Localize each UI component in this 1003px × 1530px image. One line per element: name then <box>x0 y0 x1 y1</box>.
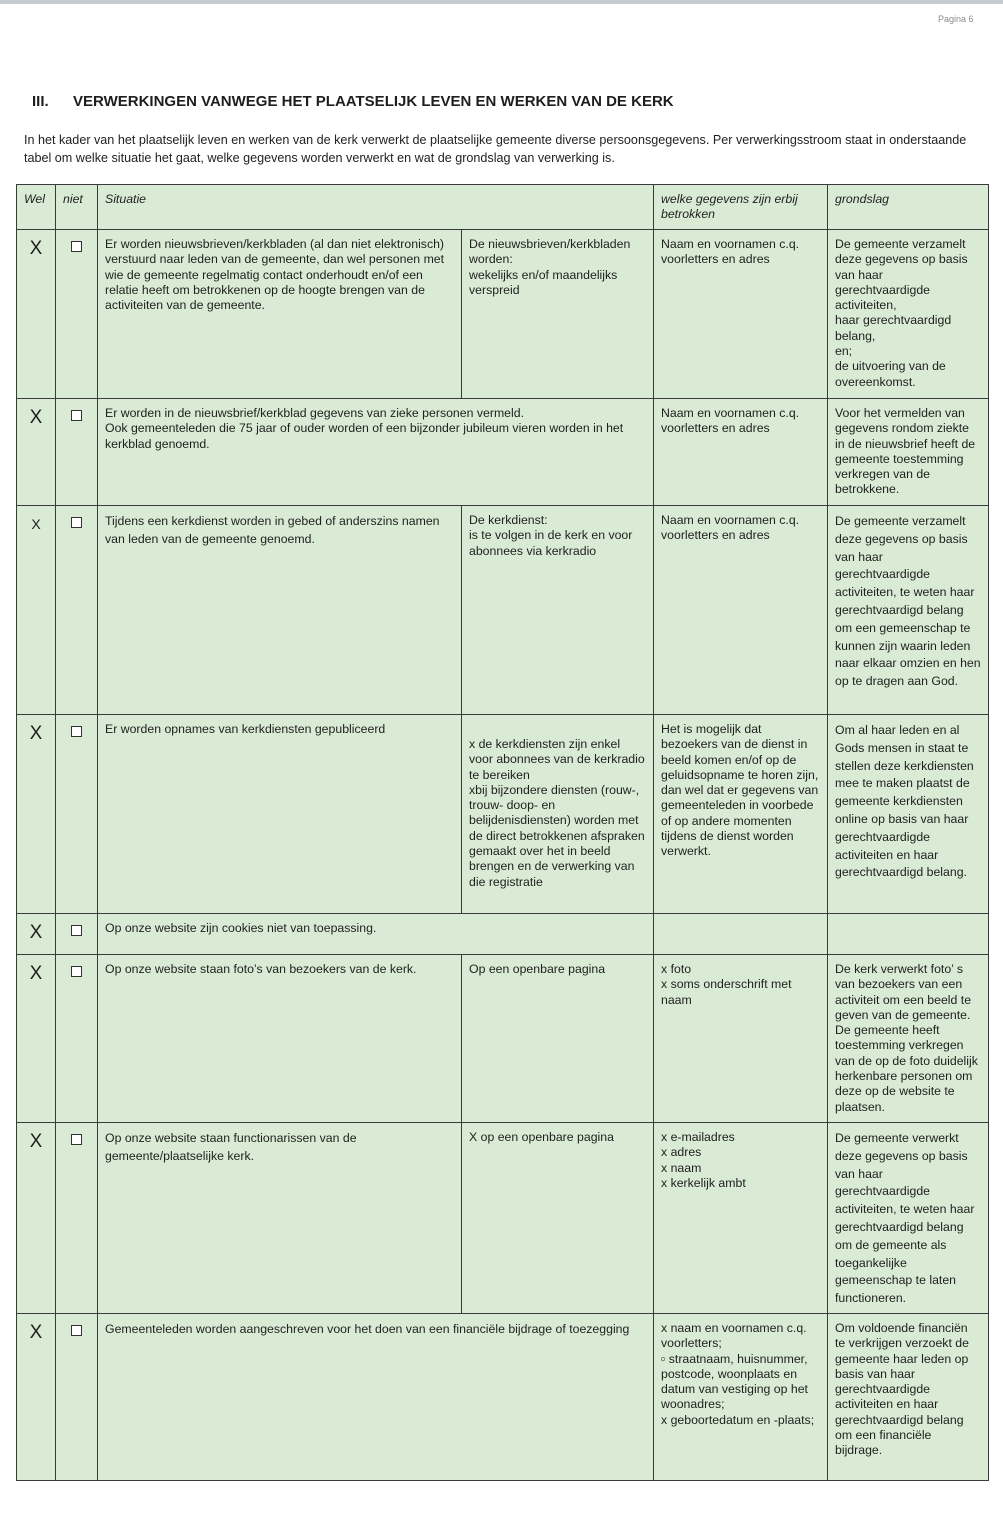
situatie-cell: Er worden nieuwsbrieven/kerkbladen (al dan niet elektronisch) verstuurd naar leden van de gemeente, dan wel personen met wie de gemeente regelmatig contact onderhoudt en/of een relatie heeft om betrokkenen op de hoogte brengen van de activiteiten van de gemeente. <box>98 230 462 399</box>
top-border <box>0 0 1003 4</box>
niet-checkbox[interactable] <box>71 1325 82 1336</box>
niet-checkbox[interactable] <box>71 966 82 977</box>
grondslag-cell: De kerk verwerkt foto’ s van bezoekers van een activiteit om een beeld te geven van de gemeente. De gemeente heeft toestemming verkregen van de op de foto duidelijk herkenbare personen om deze op de website te plaatsen. <box>828 955 989 1123</box>
niet-checkbox[interactable] <box>71 925 82 936</box>
table-row <box>17 1123 989 1314</box>
table-row <box>17 955 989 1123</box>
section-intro: In het kader van het plaatselijk leven en werken van de kerk verwerkt de plaatselijke gemeente diverse persoonsgegevens. Per verwerkingsstroom staat in onderstaande tabel om welke situatie het gaat, welke gegevens worden verwerkt en wat de grondslag van verwerking is. <box>24 133 967 165</box>
grondslag-cell: De gemeente verwerkt deze gegevens op basis van haar gerechtvaardigde activiteiten, te weten haar gerechtvaardigd belang om de gemeente als toegankelijke gemeenschap te laten functioneren. <box>828 1123 989 1314</box>
grondslag-cell: De gemeente verzamelt deze gegevens op basis van haar gerechtvaardigde activiteiten, haar gerechtvaardigd belang, en; de uitvoering van de overeenkomst. <box>828 230 989 399</box>
situatie-detail-cell: De kerkdienst: is te volgen in de kerk en voor abonnees via kerkradio <box>462 506 654 715</box>
section-title: VERWERKINGEN VANWEGE HET PLAATSELIJK LEVEN EN WERKEN VAN DE KERK <box>73 93 674 110</box>
header-gegevens: welke gegevens zijn erbij betrokken <box>654 185 828 230</box>
gegevens-cell: Naam en voornamen c.q. voorletters en adres <box>654 506 828 715</box>
niet-cell <box>56 1314 98 1481</box>
niet-checkbox[interactable] <box>71 517 82 528</box>
niet-cell <box>56 955 98 1123</box>
situatie-detail-cell: Op een openbare pagina <box>462 955 654 1123</box>
gegevens-cell: Het is mogelijk dat bezoekers van de dienst in beeld komen en/of op de geluidsopname te horen zijn, dan wel dat er gegevens van gemeenteleden in voorbede of op andere momenten tijdens de dienst worden verwerkt. <box>654 715 828 914</box>
gegevens-cell: x e-mailadres x adres x naam x kerkelijk ambt <box>654 1123 828 1314</box>
wel-mark: X <box>17 399 56 506</box>
grondslag-cell: Om voldoende financiën te verkrijgen verzoekt de gemeente haar leden op basis van haar gerechtvaardigde activiteiten en haar gerechtvaardigd belang om een financiële bijdrage. <box>828 1314 989 1481</box>
section-heading <box>32 93 674 110</box>
table-row <box>17 506 989 715</box>
gegevens-cell: x naam en voornamen c.q. voorletters; ▫ straatnaam, huisnummer, postcode, woonplaats en datum van vestiging op het woonadres; x geboortedatum en -plaats; <box>654 1314 828 1481</box>
table-row <box>17 715 989 914</box>
gegevens-cell: x foto x soms onderschrift met naam <box>654 955 828 1123</box>
wel-mark: X <box>17 715 56 914</box>
table-row <box>17 1314 989 1481</box>
situatie-cell: Op onze website staan functionarissen van de gemeente/plaatselijke kerk. <box>98 1123 462 1314</box>
grondslag-cell <box>828 914 989 955</box>
header-situatie: Situatie <box>98 185 654 230</box>
situatie-detail-cell: x de kerkdiensten zijn enkel voor abonnees van de kerkradio te bereiken xbij bijzondere diensten (rouw-, trouw- doop- en belijdenisdiensten) worden met de direct betrokkenen afspraken gemaakt over het in beeld brengen en de verwerking van die registratie <box>462 715 654 914</box>
table-row <box>17 399 989 506</box>
wel-mark: X <box>17 506 56 715</box>
situatie-cell: Op onze website zijn cookies niet van toepassing. <box>98 914 654 955</box>
situatie-cell: Er worden opnames van kerkdiensten gepubliceerd <box>98 715 462 914</box>
section-numeral: III. <box>32 93 49 110</box>
processing-table <box>16 184 989 1481</box>
grondslag-cell: De gemeente verzamelt deze gegevens op basis van haar gerechtvaardigde activiteiten, te weten haar gerechtvaardigd belang om een gemeenschap te kunnen zijn waarin leden naar elkaar omzien en hen op te dragen aan God. <box>828 506 989 715</box>
niet-cell <box>56 715 98 914</box>
header-grondslag: grondslag <box>828 185 989 230</box>
wel-mark: X <box>17 1123 56 1314</box>
situatie-cell: Op onze website staan foto’s van bezoekers van de kerk. <box>98 955 462 1123</box>
niet-cell <box>56 230 98 399</box>
header-wel: Wel <box>17 185 56 230</box>
grondslag-cell: Voor het vermelden van gegevens rondom ziekte in de nieuwsbrief heeft de gemeente toestemming verkregen van de betrokkene. <box>828 399 989 506</box>
situatie-cell: Gemeenteleden worden aangeschreven voor het doen van een financiële bijdrage of toezegging <box>98 1314 654 1481</box>
niet-cell <box>56 1123 98 1314</box>
header-niet: niet <box>56 185 98 230</box>
niet-checkbox[interactable] <box>71 726 82 737</box>
page-number: Pagina 6 <box>938 14 974 24</box>
gegevens-cell: Naam en voornamen c.q. voorletters en adres <box>654 399 828 506</box>
situatie-detail-cell: De nieuwsbrieven/kerkbladen worden: wekelijks en/of maandelijks verspreid <box>462 230 654 399</box>
situatie-detail-cell: X op een openbare pagina <box>462 1123 654 1314</box>
niet-cell <box>56 399 98 506</box>
situatie-cell: Tijdens een kerkdienst worden in gebed of anderszins namen van leden van de gemeente genoemd. <box>98 506 462 715</box>
wel-mark: X <box>17 230 56 399</box>
table-header-row <box>17 185 989 230</box>
gegevens-cell <box>654 914 828 955</box>
situatie-cell: Er worden in de nieuwsbrief/kerkblad gegevens van zieke personen vermeld. Ook gemeenteleden die 75 jaar of ouder worden of een bijzonder jubileum vieren worden in het kerkblad genoemd. <box>98 399 654 506</box>
table-row <box>17 914 989 955</box>
wel-mark: X <box>17 914 56 955</box>
niet-cell <box>56 506 98 715</box>
wel-mark: X <box>17 955 56 1123</box>
niet-checkbox[interactable] <box>71 241 82 252</box>
niet-checkbox[interactable] <box>71 410 82 421</box>
table-row <box>17 230 989 399</box>
gegevens-cell: Naam en voornamen c.q. voorletters en adres <box>654 230 828 399</box>
wel-mark: X <box>17 1314 56 1481</box>
niet-cell <box>56 914 98 955</box>
grondslag-cell: Om al haar leden en al Gods mensen in staat te stellen deze kerkdiensten mee te maken plaatst de gemeente kerkdiensten online op basis van haar gerechtvaardigde activiteiten en haar gerechtvaardigd belang. <box>828 715 989 914</box>
niet-checkbox[interactable] <box>71 1134 82 1145</box>
